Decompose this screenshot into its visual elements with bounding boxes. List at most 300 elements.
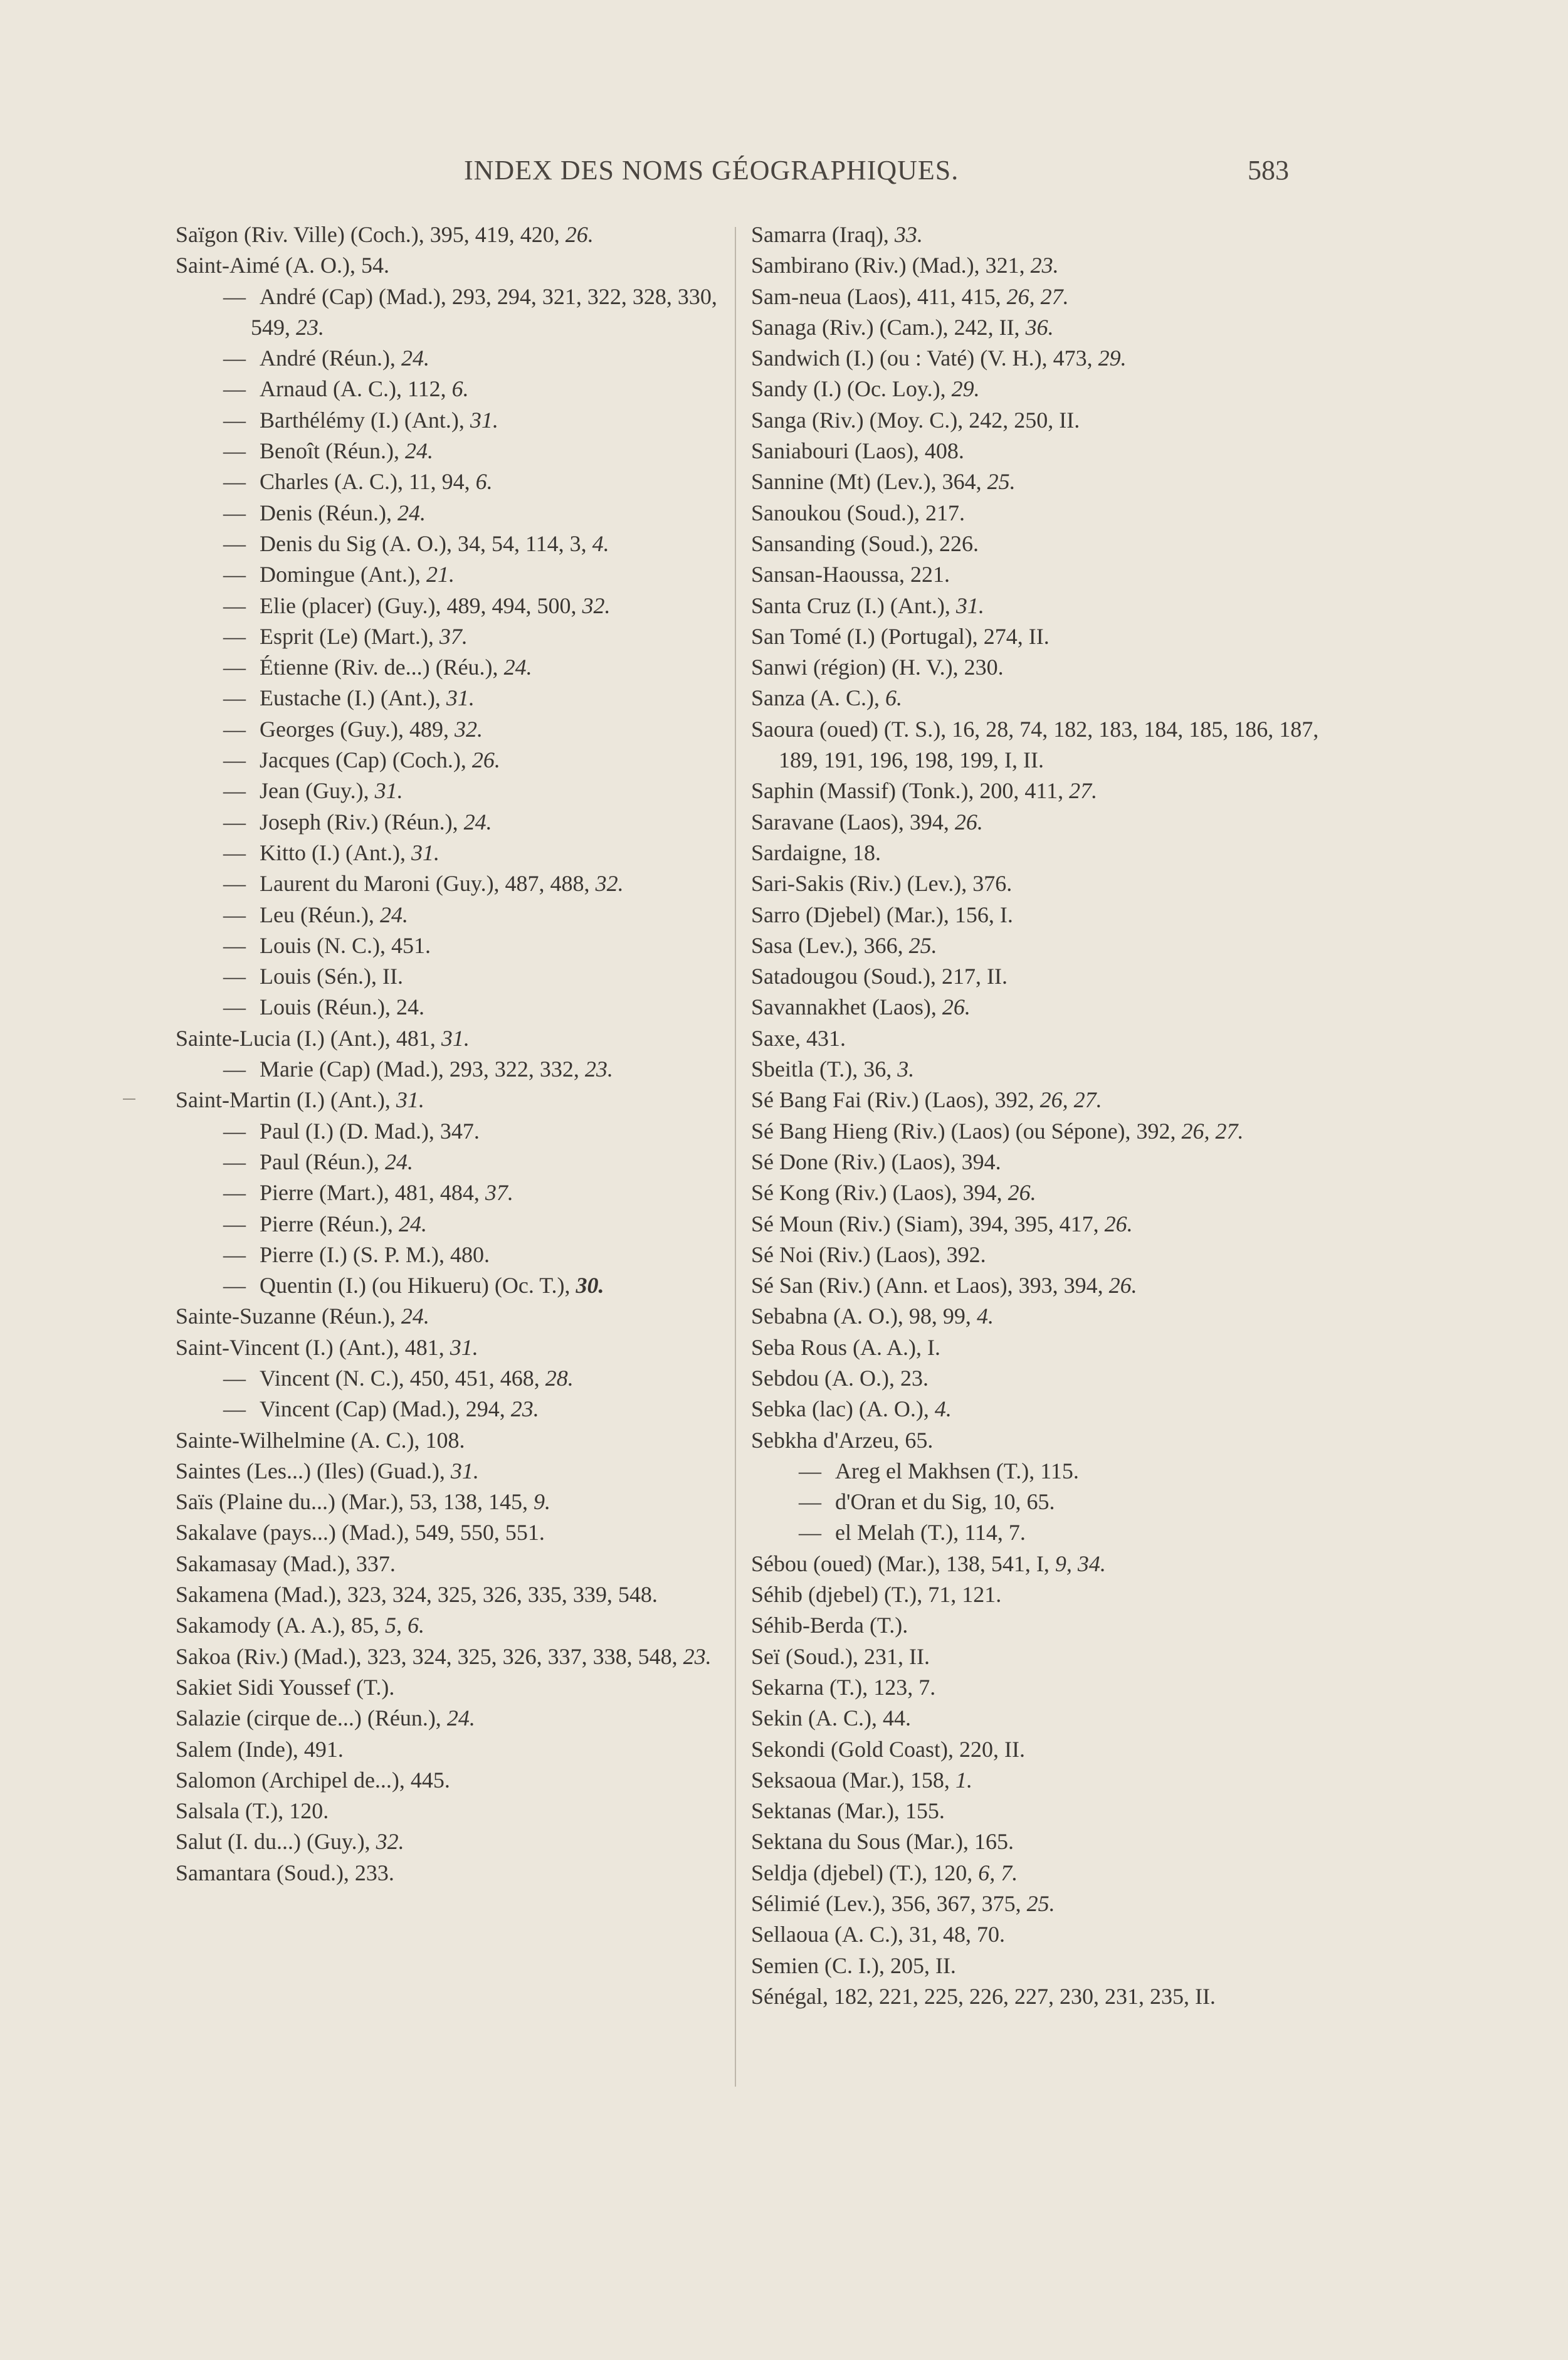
entry-text: San Tomé (I.) (Portugal), 274, II. [751,623,1050,649]
map-reference: 32. [582,593,611,618]
index-entry [751,1610,1328,1641]
map-reference: 24. [379,902,408,927]
entry-text: Sekondi (Gold Coast), 220, II. [751,1736,1025,1762]
map-reference: 24. [401,345,429,371]
index-entry [751,1889,1328,1919]
map-reference: 36. [1025,314,1054,340]
entry-text: Séhib-Berda (T.). [751,1613,908,1638]
entry-text: Sakamody (A. A.), 85, [176,1613,385,1638]
index-subentry [176,374,752,404]
entry-text: Étienne (Riv. de...) (Réu.), [260,655,504,680]
map-reference: 26. [471,747,500,773]
ditto-dash: — [223,1118,246,1144]
map-reference: 6. [475,469,493,495]
index-entry [176,1672,752,1703]
index-column-left [176,219,752,1889]
entry-text: Pierre (Mart.), 481, 484, [260,1180,485,1206]
entry-text: Salem (Inde), 491. [176,1736,344,1762]
index-subentry [176,529,752,559]
index-entry [751,683,1328,714]
entry-text: Pierre (Réun.), [260,1211,399,1236]
map-reference: 24. [398,1211,427,1236]
ditto-dash: — [223,1149,246,1174]
map-reference: 26, 27. [1181,1118,1244,1144]
entry-text: Sakamena (Mad.), 323, 324, 325, 326, 335, 339, 548. [176,1582,658,1608]
index-entry [751,1147,1328,1177]
index-entry [751,776,1328,806]
index-subentry [176,621,752,652]
ditto-dash: — [223,1365,246,1391]
entry-text: Sé Done (Riv.) (Laos), 394. [751,1149,1001,1174]
page-number: 583 [1248,155,1289,186]
entry-text: Barthélémy (I.) (Ant.), [260,407,470,433]
ditto-dash: — [223,871,246,897]
entry-text: Seldja (djebel) (T.), 120, [751,1860,979,1885]
index-entry [751,1641,1328,1672]
map-reference: 24. [503,655,532,680]
map-reference: 23. [1030,253,1059,278]
entry-text: Sambirano (Riv.) (Mad.), 321, [751,253,1031,278]
entry-text: André (Réun.), [260,345,401,371]
index-entry [751,838,1328,868]
entry-text: Sandwich (I.) (ou : Vaté) (V. H.), 473, [751,345,1098,371]
ditto-dash: — [223,500,246,525]
index-entry [751,807,1328,838]
index-entry [751,1116,1328,1147]
entry-text: Sénégal, 182, 221, 225, 226, 227, 230, 231, 235, II. [751,1983,1216,2009]
ditto-dash: — [223,809,246,835]
entry-text: Sé Moun (Riv.) (Siam), 394, 395, 417, [751,1211,1105,1236]
index-entry [751,1301,1328,1332]
index-subentry [176,436,752,466]
index-entry [751,1796,1328,1826]
index-entry [751,868,1328,899]
map-reference: 32. [595,871,624,897]
index-subentry [176,992,752,1023]
map-reference: 25. [1026,1891,1055,1917]
ditto-dash: — [223,1241,246,1267]
map-reference: 5, 6. [384,1613,424,1638]
index-entry [751,714,1328,776]
ditto-dash: — [799,1520,821,1546]
index-entry [751,1054,1328,1085]
index-entry [176,1487,752,1517]
index-entry [176,1765,752,1796]
index-entry [751,1734,1328,1765]
entry-text: Sektana du Sous (Mar.), 165. [751,1829,1014,1855]
entry-text: Denis du Sig (A. O.), 34, 54, 114, 3, [260,530,592,556]
map-reference: 31. [374,778,403,804]
index-entry [751,1023,1328,1054]
map-reference: 37. [485,1180,513,1206]
index-entry [751,1394,1328,1425]
index-entry [751,250,1328,281]
index-entry [751,992,1328,1023]
entry-text: Samarra (Iraq), [751,222,895,247]
index-entry [176,1332,752,1363]
ditto-dash: — [223,932,246,958]
index-entry [176,1610,752,1641]
ditto-dash: — [799,1489,821,1515]
map-reference: 23. [510,1396,539,1422]
ditto-dash: — [223,1273,246,1299]
entry-text: Satadougou (Soud.), 217, II. [751,964,1008,989]
ditto-dash: — [223,530,246,556]
entry-text: Jean (Guy.), [260,778,375,804]
index-entry [176,1796,752,1826]
ditto-dash: — [223,1056,246,1082]
map-reference: 24. [401,1304,429,1329]
map-reference: 26, 27. [1039,1087,1102,1113]
entry-text: Sekin (A. C.), 44. [751,1705,911,1731]
entry-text: André (Cap) (Mad.), 293, 294, 321, 322, 328, 330, 549, [251,283,717,340]
index-entry [176,1517,752,1548]
index-subentry [176,1054,752,1085]
ditto-dash: — [223,685,246,711]
index-subentry [176,714,752,745]
index-entry [751,312,1328,343]
index-entry [751,652,1328,683]
index-subentry [176,652,752,683]
index-entry [751,900,1328,930]
index-entry [751,282,1328,312]
ditto-dash: — [223,994,246,1020]
index-subentry [176,1209,752,1240]
entry-text: Pierre (I.) (S. P. M.), 480. [260,1241,490,1267]
ditto-dash: — [223,345,246,371]
entry-text: Saïgon (Riv. Ville) (Coch.), 395, 419, 420, [176,222,566,247]
map-reference: 31. [441,1025,470,1051]
index-entry [751,343,1328,374]
entry-text: Saint-Vincent (I.) (Ant.), 481, [176,1334,450,1360]
entry-text: Sanaga (Riv.) (Cam.), 242, II, [751,314,1026,340]
map-reference: 21. [426,562,455,587]
index-entry [751,405,1328,436]
entry-text: Leu (Réun.), [260,902,380,927]
entry-text: Sansan-Haoussa, 221. [751,562,950,587]
index-subentry [176,466,752,497]
index-subentry [176,745,752,776]
entry-text: Esprit (Le) (Mart.), [260,623,439,649]
map-reference: 26, 27. [1006,283,1069,309]
index-subentry [176,282,752,344]
entry-text: Sannine (Mt) (Lev.), 364, [751,469,987,495]
entry-text: Sasa (Lev.), 366, [751,932,909,958]
index-subentry [176,683,752,714]
ditto-dash: — [223,840,246,865]
index-entry [176,1641,752,1672]
entry-text: Saravane (Laos), 394, [751,809,955,835]
index-subentry [176,930,752,961]
map-reference: 23. [296,314,324,340]
entry-text: Sakalave (pays...) (Mad.), 549, 550, 551. [176,1520,545,1546]
entry-text: Salut (I. du...) (Guy.), [176,1829,376,1855]
ditto-dash: — [223,438,246,464]
entry-text: Georges (Guy.), 489, [260,716,455,742]
map-reference: 29. [1098,345,1127,371]
index-entry [751,1765,1328,1796]
ditto-dash: — [223,902,246,927]
index-subentry [751,1456,1328,1487]
index-subentry [176,1240,752,1270]
entry-text: Semien (C. I.), 205, II. [751,1952,956,1978]
index-entry [751,930,1328,961]
map-reference: 26. [942,994,971,1020]
entry-text: Arnaud (A. C.), 112, [260,376,452,402]
index-entry [751,529,1328,559]
column-divider [735,227,736,2087]
index-entry [751,1270,1328,1301]
index-entry [176,219,752,250]
map-reference: 9. [533,1489,550,1515]
entry-text: Laurent du Maroni (Guy.), 487, 488, [260,871,596,897]
map-reference: 31. [396,1087,424,1113]
entry-text: Sakamasay (Mad.), 337. [176,1551,396,1576]
index-subentry [176,868,752,899]
index-subentry [176,591,752,621]
entry-text: Sé Kong (Riv.) (Laos), 394, [751,1180,1008,1206]
index-entry [176,1425,752,1456]
map-reference: 3. [897,1056,915,1082]
entry-text: Sanga (Riv.) (Moy. C.), 242, 250, II. [751,407,1080,433]
index-entry [176,1023,752,1054]
ditto-dash: — [223,1180,246,1206]
entry-text: Seba Rous (A. A.), I. [751,1334,940,1360]
entry-text: Sanwi (région) (H. V.), 230. [751,655,1004,680]
entry-text: Saxe, 431. [751,1025,846,1051]
ditto-dash: — [223,407,246,433]
entry-text: Sé Bang Fai (Riv.) (Laos), 392, [751,1087,1040,1113]
index-entry [176,1858,752,1889]
entry-text: Joseph (Riv.) (Réun.), [260,809,464,835]
map-reference: 6. [451,376,469,402]
index-entry [176,1579,752,1610]
page-header [0,0,1568,207]
index-entry [751,374,1328,404]
map-reference: 26. [565,222,594,247]
entry-text: Sebkha d'Arzeu, 65. [751,1427,934,1453]
index-entry [751,1240,1328,1270]
entry-text: Denis (Réun.), [260,500,397,525]
index-entry [751,1919,1328,1950]
index-column-right [751,219,1328,2012]
index-entry [751,1549,1328,1579]
entry-text: Paul (Réun.), [260,1149,385,1174]
entry-text: Sbeitla (T.), 36, [751,1056,898,1082]
map-reference: 25. [987,469,1016,495]
index-entry [751,1672,1328,1703]
entry-text: Sainte-Wilhelmine (A. C.), 108. [176,1427,465,1453]
entry-text: Sebdou (A. O.), 23. [751,1365,929,1391]
index-subentry [176,776,752,806]
ditto-dash: — [223,469,246,495]
entry-text: Séhib (djebel) (T.), 71, 121. [751,1582,1002,1608]
index-entry [751,1363,1328,1394]
ditto-dash: — [223,1396,246,1422]
map-reference: 24. [463,809,492,835]
map-reference: 32. [376,1829,404,1855]
index-entry [176,1826,752,1857]
running-title: INDEX DES NOMS GÉOGRAPHIQUES. [464,155,959,186]
index-subentry [751,1487,1328,1517]
map-reference: 9, 34. [1055,1551,1106,1576]
index-subentry [176,559,752,590]
ditto-dash: — [223,376,246,402]
entry-text: Salazie (cirque de...) (Réun.), [176,1705,447,1731]
ditto-dash: — [223,747,246,773]
entry-text: Saint-Martin (I.) (Ant.), [176,1087,396,1113]
index-entry [751,1703,1328,1734]
map-reference: 31. [955,593,984,618]
index-subentry [176,1116,752,1147]
entry-text: Paul (I.) (D. Mad.), 347. [260,1118,480,1144]
index-entry [751,1425,1328,1456]
entry-text: Sam-neua (Laos), 411, 415, [751,283,1007,309]
entry-text: Sakiet Sidi Youssef (T.). [176,1674,395,1700]
index-entry [751,219,1328,250]
entry-text: Kitto (I.) (Ant.), [260,840,411,865]
entry-text: Louis (N. C.), 451. [260,932,431,958]
entry-text: Sé San (Riv.) (Ann. et Laos), 393, 394, [751,1273,1109,1299]
margin-mark [123,1098,135,1100]
entry-text: Santa Cruz (I.) (Ant.), [751,593,956,618]
ditto-dash: — [223,716,246,742]
map-reference: 24. [446,1705,475,1731]
index-subentry [176,343,752,374]
map-reference: 24. [397,500,426,525]
map-reference: 27. [1069,778,1098,804]
entry-text: Benoît (Réun.), [260,438,405,464]
index-subentry [176,838,752,868]
index-entry [751,1209,1328,1240]
map-reference: 31. [450,1334,478,1360]
entry-text: Sari-Sakis (Riv.) (Lev.), 376. [751,871,1013,897]
map-reference: 29. [951,376,980,402]
entry-text: Marie (Cap) (Mad.), 293, 322, 332, [260,1056,585,1082]
entry-text: Sainte-Suzanne (Réun.), [176,1304,401,1329]
map-reference: 26. [1104,1211,1133,1236]
map-reference: 28. [545,1365,574,1391]
ditto-dash: — [223,562,246,587]
entry-text: Domingue (Ant.), [260,562,426,587]
entry-text: Samantara (Soud.), 233. [176,1860,394,1885]
map-reference: 4. [976,1304,994,1329]
ditto-dash: — [223,655,246,680]
entry-text: Quentin (I.) (ou Hikueru) (Oc. T.), [260,1273,576,1299]
ditto-dash: — [799,1458,821,1483]
ditto-dash: — [223,623,246,649]
entry-text: Eustache (I.) (Ant.), [260,685,446,711]
index-entry [176,1734,752,1765]
map-reference: 1. [955,1767,972,1793]
entry-text: Jacques (Cap) (Coch.), [260,747,472,773]
map-reference: 31. [411,840,439,865]
index-entry [751,1826,1328,1857]
entry-text: Sandy (I.) (Oc. Loy.), [751,376,952,402]
index-entry [176,1549,752,1579]
entry-text: Saniabouri (Laos), 408. [751,438,964,464]
index-entry [751,1951,1328,1981]
entry-text: Salomon (Archipel de...), 445. [176,1767,450,1793]
index-entry [751,961,1328,992]
entry-text: Saintes (Les...) (Iles) (Guad.), [176,1458,451,1483]
entry-text: Elie (placer) (Guy.), 489, 494, 500, [260,593,582,618]
index-entry [751,1085,1328,1115]
entry-text: Sakoa (Riv.) (Mad.), 323, 324, 325, 326, 337, 338, 548, [176,1643,683,1669]
entry-text: Salsala (T.), 120. [176,1798,329,1824]
entry-text: Sebka (lac) (A. O.), [751,1396,935,1422]
index-subentry [176,807,752,838]
index-subentry [176,1394,752,1425]
entry-text: Louis (Réun.), 24. [260,994,424,1020]
entry-text: Sé Bang Hieng (Riv.) (Laos) (ou Sépone), 392, [751,1118,1182,1144]
entry-text: Areg el Makhsen (T.), 115. [835,1458,1079,1483]
index-subentry [176,900,752,930]
index-entry [176,1085,752,1115]
map-reference: 26. [1008,1180,1036,1206]
index-subentry [751,1517,1328,1548]
map-reference: 6. [885,685,902,711]
entry-text: Sekarna (T.), 123, 7. [751,1674,936,1700]
map-reference: 23. [584,1056,613,1082]
entry-text: Sé Noi (Riv.) (Laos), 392. [751,1241,986,1267]
index-entry [751,436,1328,466]
entry-text: Saïs (Plaine du...) (Mar.), 53, 138, 145, [176,1489,534,1515]
entry-text: Sanza (A. C.), [751,685,885,711]
ditto-dash: — [223,283,246,309]
index-subentry [176,498,752,529]
entry-text: Vincent (Cap) (Mad.), 294, [260,1396,511,1422]
entry-text: Savannakhet (Laos), [751,994,942,1020]
entry-text: Saoura (oued) (T. S.), 16, 28, 74, 182, 183, 184, 185, 186, 187, 189, 191, 196, 198, 199, I, II. [751,716,1319,773]
entry-text: Seï (Soud.), 231, II. [751,1643,930,1669]
entry-text: Sanoukou (Soud.), 217. [751,500,965,525]
entry-text: Sardaigne, 18. [751,840,881,865]
index-subentry [176,1147,752,1177]
entry-text: Sarro (Djebel) (Mar.), 156, I. [751,902,1013,927]
map-reference: 23. [683,1643,712,1669]
entry-text: Sebabna (A. O.), 98, 99, [751,1304,977,1329]
map-reference: 4. [592,530,609,556]
entry-text: Louis (Sén.), II. [260,964,403,989]
map-reference: 33. [894,222,923,247]
index-subentry [176,1177,752,1208]
index-subentry [176,405,752,436]
entry-text: Sansanding (Soud.), 226. [751,530,979,556]
map-reference: 31. [470,407,498,433]
entry-text: Seksaoua (Mar.), 158, [751,1767,955,1793]
map-reference-bold: 30. [576,1273,604,1299]
entry-text: Sektanas (Mar.), 155. [751,1798,945,1824]
entry-text: Vincent (N. C.), 450, 451, 468, [260,1365,545,1391]
ditto-dash: — [223,593,246,618]
entry-text: Sébou (oued) (Mar.), 138, 541, I, [751,1551,1055,1576]
entry-text: Sellaoua (A. C.), 31, 48, 70. [751,1922,1005,1947]
index-entry [176,1456,752,1487]
index-entry [751,591,1328,621]
index-entry [176,1301,752,1332]
index-entry [751,466,1328,497]
index-subentry [176,1363,752,1394]
index-entry [751,1981,1328,2012]
index-subentry [176,961,752,992]
map-reference: 37. [439,623,468,649]
map-reference: 25. [908,932,937,958]
map-reference: 26. [954,809,983,835]
map-reference: 31. [450,1458,479,1483]
entry-text: el Melah (T.), 114, 7. [835,1520,1026,1546]
index-entry [751,559,1328,590]
